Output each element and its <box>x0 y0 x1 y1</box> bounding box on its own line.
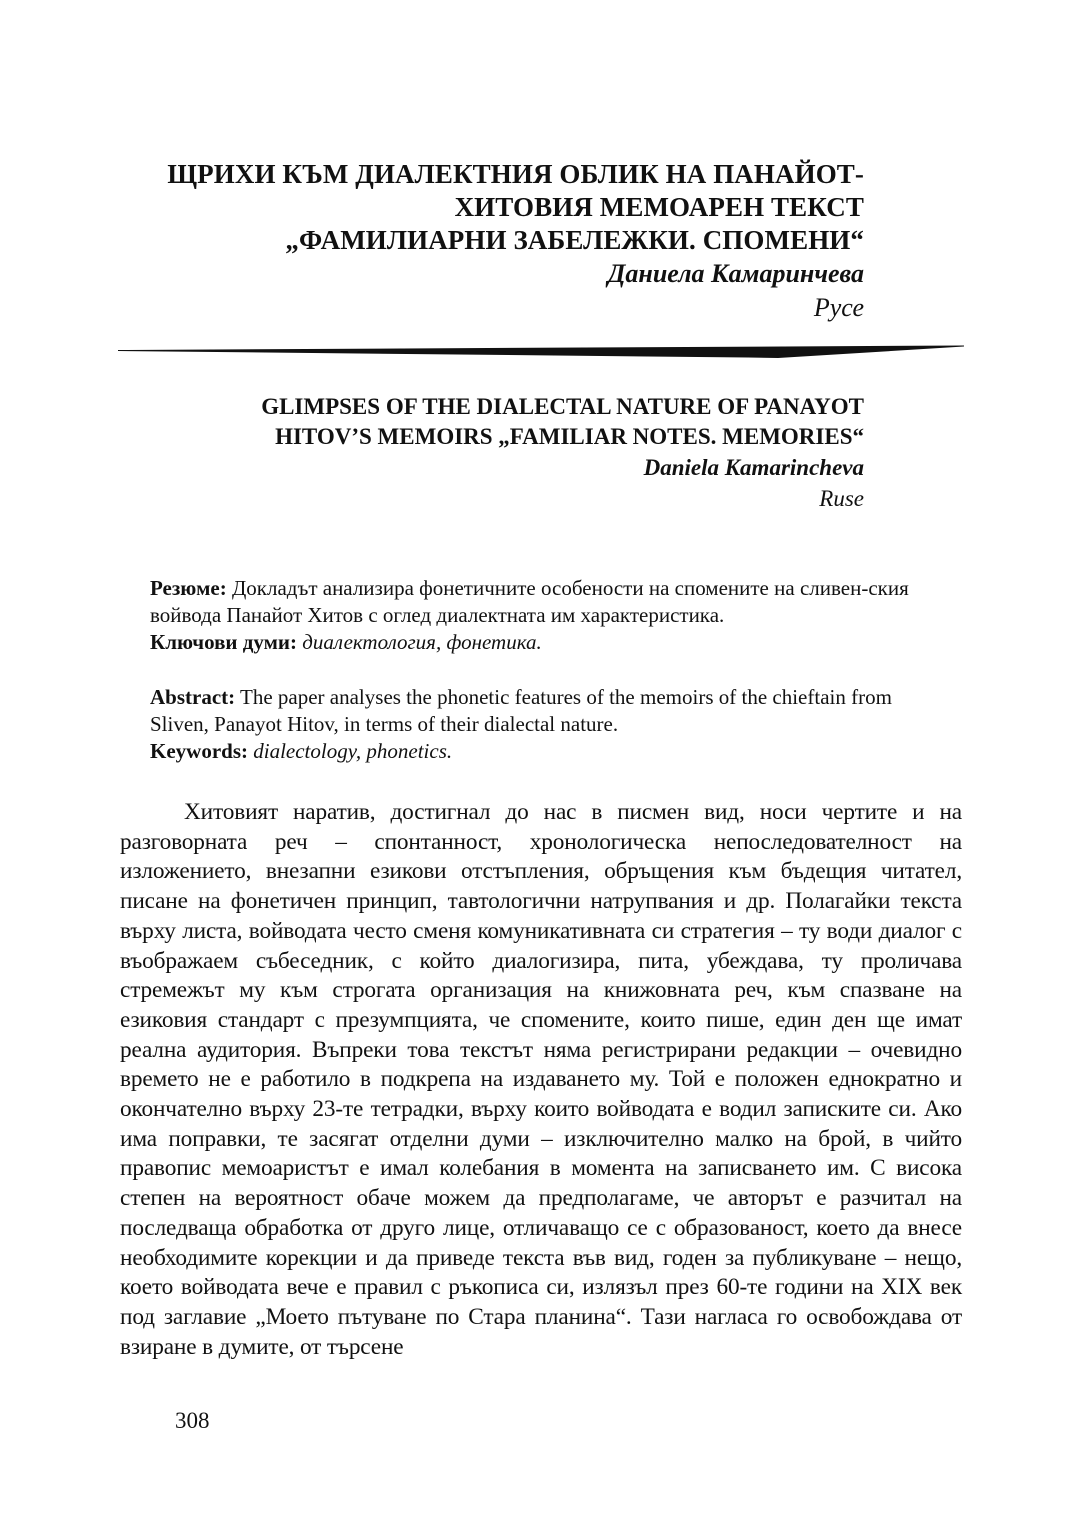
bg-keywords <box>150 629 940 656</box>
bg-keywords-text: диалектология, фонетика. <box>297 630 542 654</box>
en-keywords <box>150 738 940 765</box>
bg-summary-text: Докладът анализира фонетичните особености на спомените на сливен-ския войвода Панайот Хитов с оглед диалектната им характеристика. <box>150 576 909 627</box>
en-author: Daniela Kamarincheva <box>643 455 864 480</box>
en-summary <box>150 684 940 738</box>
bg-summary <box>150 575 940 629</box>
bg-summary-label: Резюме: <box>150 576 227 600</box>
en-title-line-1: GLIMPSES OF THE DIALECTAL NATURE OF PANAYOT <box>261 394 864 419</box>
en-summary-text: The paper analyses the phonetic features of the memoirs of the chieftain from Sliven, Panayot Hitov, in terms of their dialectal nature. <box>150 685 892 736</box>
bg-place: Русе <box>813 293 864 322</box>
bg-title-line-1: ЩРИХИ КЪМ ДИАЛЕКТНИЯ ОБЛИК НА ПАНАЙОТ- <box>167 159 864 189</box>
en-keywords-text: dialectology, phonetics. <box>248 739 453 763</box>
bulgarian-header <box>120 158 864 325</box>
bg-keywords-label: Ключови думи: <box>150 630 298 654</box>
abstract-bulgarian <box>150 575 940 656</box>
en-keywords-label: Keywords: <box>150 739 248 763</box>
en-place: Ruse <box>819 486 864 511</box>
decorative-rule <box>118 338 964 362</box>
page-number: 308 <box>175 1408 210 1433</box>
bg-title-line-3: „ФАМИЛИАРНИ ЗАБЕЛЕЖКИ. СПОМЕНИ“ <box>285 225 864 255</box>
english-header <box>120 392 864 514</box>
body-paragraph: Хитовият наратив, достигнал до нас в писмен вид, носи чертите и на разговорната реч – спонтанност, хронологическа непоследователност на изложението, внезапни езикови отстъпления, обръщения към бъдещия читател, писане на фонетичен принцип, тавтологични натрупвания и др. Полагайки текста върху листа, войводата често сменя комуникативната си стратегия – ту води диалог с въображаем събеседник, с който диалогизира, пита, убеждава, ту проличава стремежът му към строгата организация на книжовната реч, към спазване на езиковия стандарт с презумпцията, че спомените, които пише, един ден ще имат реална аудитория. Въпреки това текстът няма регистрирани редакции – очевидно времето не е работило в подкрепа на издаването му. Той е положен еднократно и окончателно върху 23-те тетрадки, върху които войводата е водил записките си. Ако има поправки, те засягат отделни думи – изключително малко на брой, в чийто правопис мемоаристът е имал колебания в момента на записването им. С висока степен на вероятност обаче можем да предполагаме, че авторът е разчитал на последваща обработка от друго лице, отличаващо се с образованост, което да внесе необходимите корекции и да приведе текста във вид, годен за публикуване – нещо, което войводата вече е правил с ръкописа си, излязъл през 60-те години на XIX век под заглавие „Моето пътуване по Стара планина“. Тази нагласа го освобождава от взиране в думите, от търсене <box>120 799 962 1360</box>
en-summary-label: Abstract: <box>150 685 236 709</box>
en-title-line-2: HITOV’S MEMOIRS „FAMILIAR NOTES. MEMORIES“ <box>275 424 864 449</box>
bg-author: Даниела Камаринчева <box>607 259 864 288</box>
bg-title-line-2: ХИТОВИЯ МЕМОАРЕН ТЕКСТ <box>454 192 864 222</box>
abstract-english <box>150 684 940 765</box>
